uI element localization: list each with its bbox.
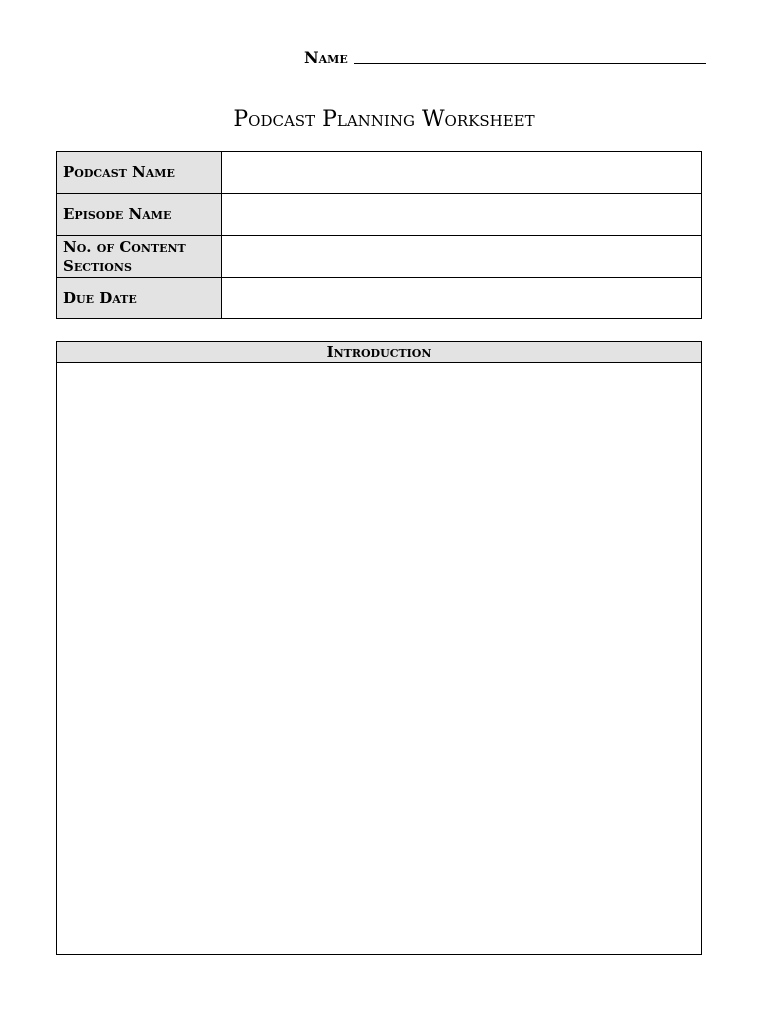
- table-row: [57, 152, 702, 194]
- table-row: [57, 194, 702, 236]
- table-row: [57, 236, 702, 278]
- content-sections-label: No. of Content Sections: [57, 236, 222, 278]
- introduction-heading: Introduction: [57, 342, 701, 363]
- name-label: Name: [304, 48, 348, 67]
- name-line: [304, 46, 706, 66]
- introduction-text-area[interactable]: [57, 363, 701, 954]
- name-input-line[interactable]: [354, 47, 706, 64]
- episode-name-field[interactable]: [222, 194, 702, 236]
- introduction-section: [56, 341, 702, 955]
- episode-name-label: Episode Name: [57, 194, 222, 236]
- worksheet-title: Podcast Planning Worksheet: [233, 107, 535, 132]
- due-date-label: Due Date: [57, 278, 222, 319]
- info-table: [56, 151, 702, 319]
- podcast-name-field[interactable]: [222, 152, 702, 194]
- due-date-field[interactable]: [222, 278, 702, 319]
- podcast-name-label: Podcast Name: [57, 152, 222, 194]
- content-sections-field[interactable]: [222, 236, 702, 278]
- table-row: [57, 278, 702, 319]
